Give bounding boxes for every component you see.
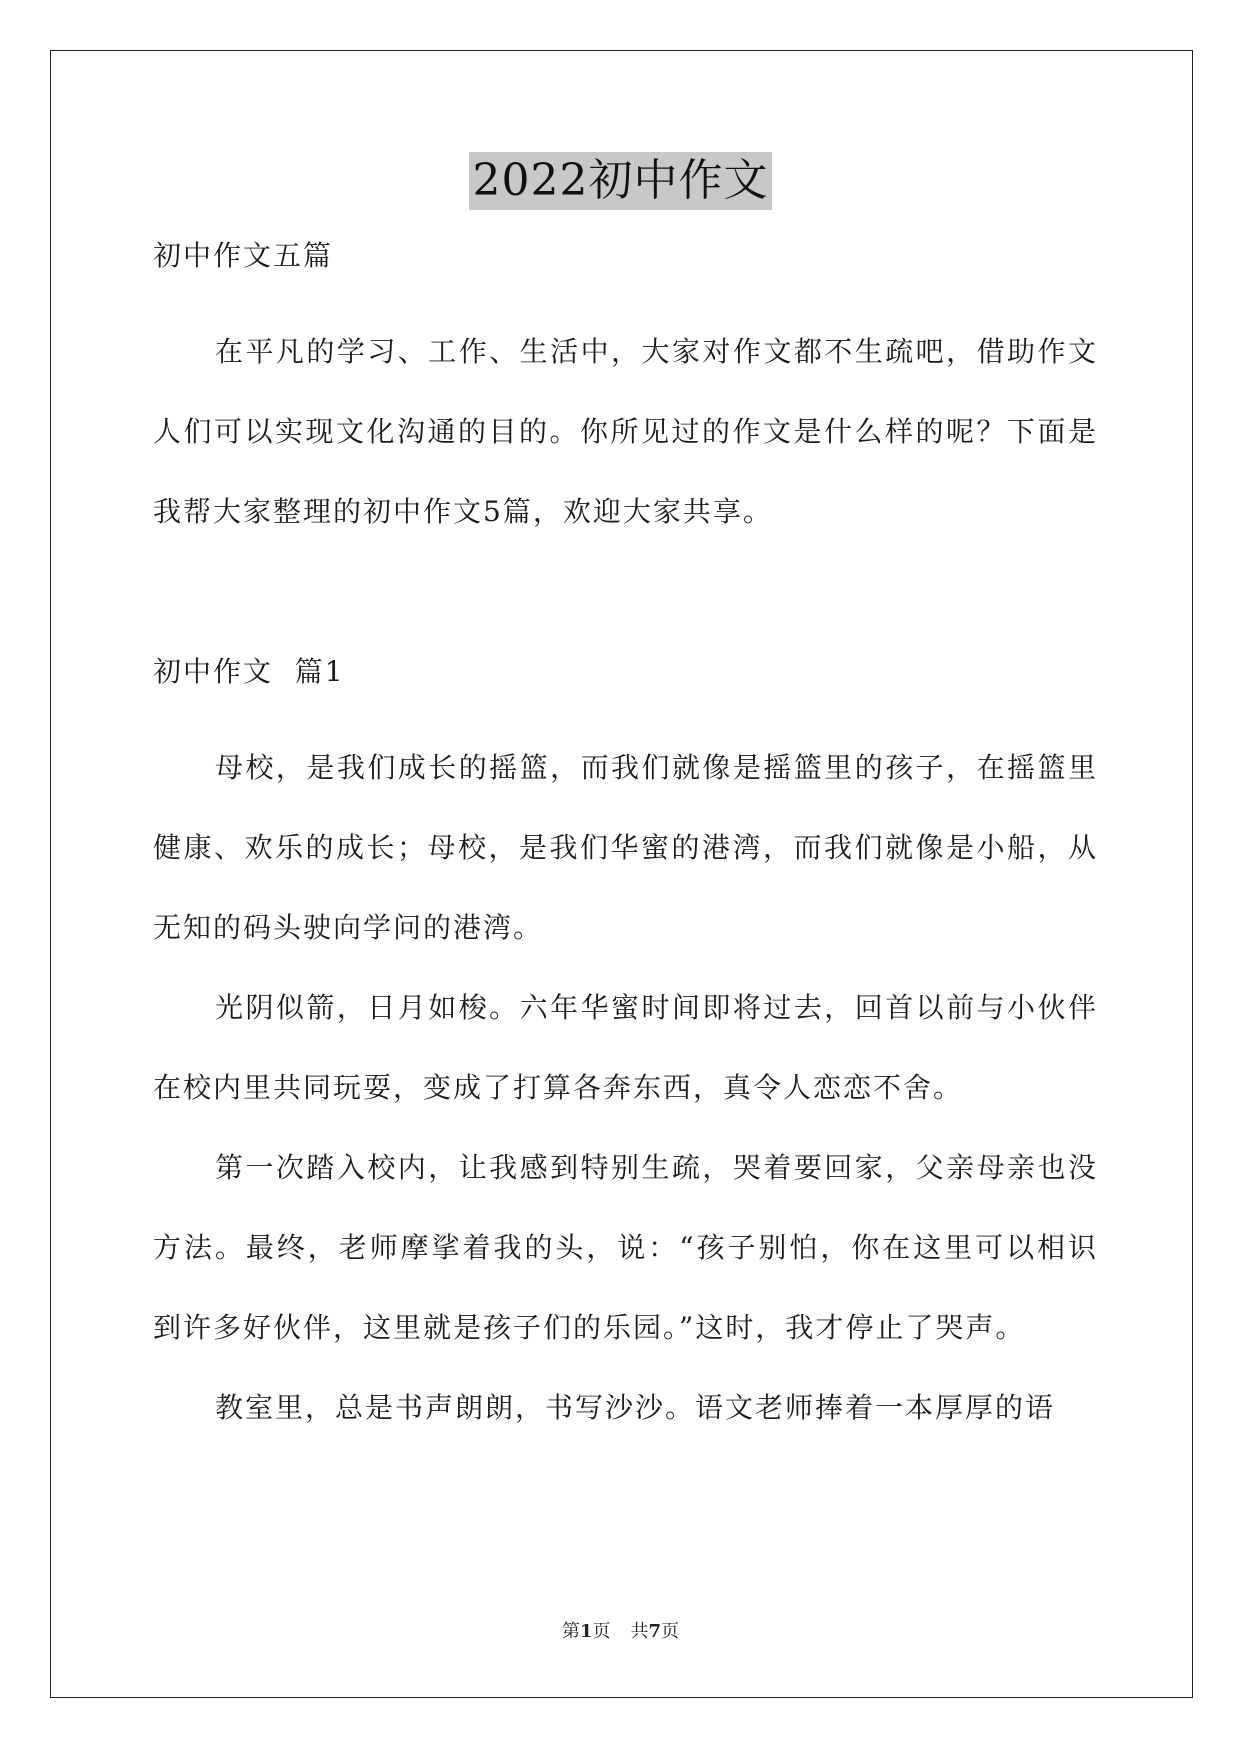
section-heading: 初中作文 篇1 [153, 655, 345, 688]
footer-prefix: 第 [561, 1621, 580, 1642]
footer-page-label: 页 [592, 1621, 611, 1642]
footer-total-prefix: 共 [630, 1621, 649, 1642]
document-body [153, 236, 1098, 1448]
body-paragraph: 教室里，总是书声朗朗，书写沙沙。语文老师捧着一本厚厚的语 [215, 1391, 1056, 1424]
page-footer [0, 1620, 1241, 1644]
document-title: 2022初中作文 [469, 152, 773, 210]
title-wrap [0, 152, 1241, 210]
body-paragraph: 第一次踏入校内，让我感到特别生疏，哭着要回家，父亲母亲也没方法。最终，老师摩挲着我的头，说：“孩子别怕，你在这里可以相识到许多好伙伴，这里就是孩子们的乐园。”这时，我才停止了哭声。 [153, 1151, 1098, 1344]
footer-total-label: 页 [661, 1621, 680, 1642]
body-paragraph: 母校，是我们成长的摇篮，而我们就像是摇篮里的孩子，在摇篮里健康、欢乐的成长；母校，是我们华蜜的港湾，而我们就像是小船，从无知的码头驶向学问的港湾。 [153, 751, 1098, 944]
document-subtitle: 初中作文五篇 [153, 239, 334, 272]
intro-paragraph: 在平凡的学习、工作、生活中，大家对作文都不生疏吧，借助作文人们可以实现文化沟通的目的。你所见过的作文是什么样的呢？下面是我帮大家整理的初中作文5篇，欢迎大家共享。 [153, 335, 1098, 528]
footer-page-number: 1 [579, 1621, 593, 1642]
body-paragraph: 光阴似箭，日月如梭。六年华蜜时间即将过去，回首以前与小伙伴在校内里共同玩耍，变成了打算各奔东西，真令人恋恋不舍。 [153, 991, 1098, 1104]
footer-total-pages: 7 [648, 1621, 662, 1642]
